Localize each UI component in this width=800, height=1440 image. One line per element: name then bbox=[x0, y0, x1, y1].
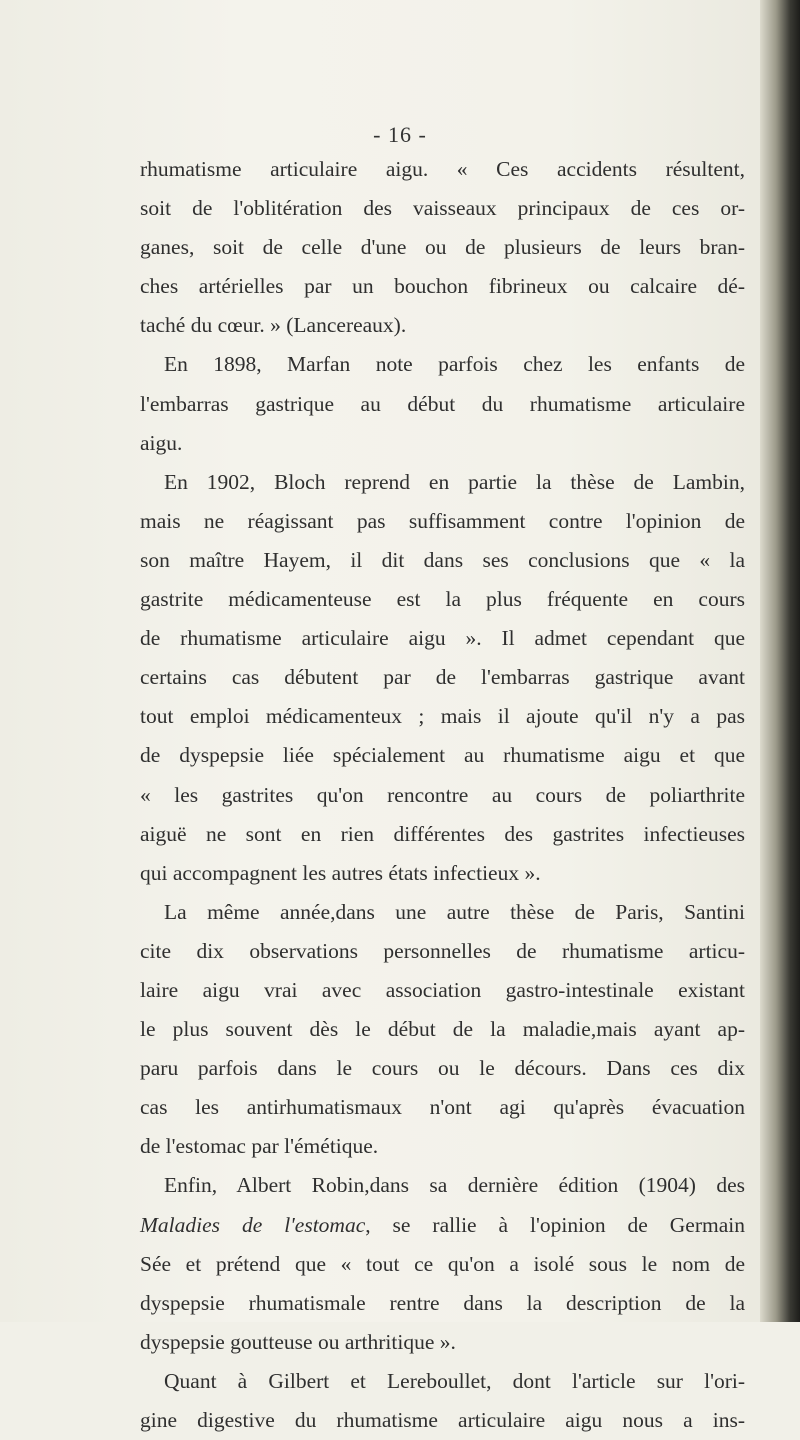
book-spine-shadow bbox=[760, 0, 800, 1322]
paragraph-start-line: Quant à Gilbert et Lereboullet, dont l'article sur l'ori- bbox=[164, 1368, 745, 1393]
paragraph-start-line: En 1902, Bloch reprend en partie la thèse de Lambin, bbox=[164, 469, 745, 494]
text-line: qui accompagnent les autres états infectieux ». bbox=[140, 860, 541, 885]
text-line: tout emploi médicamenteux ; mais il ajoute qu'il n'y a pas bbox=[140, 704, 745, 729]
text-line: mais ne réagissant pas suffisamment contre l'opinion de bbox=[140, 508, 745, 533]
text-line: l'embarras gastrique au début du rhumatisme articulaire bbox=[140, 391, 745, 416]
paragraph-start-line: Enfin, Albert Robin,dans sa dernière édition (1904) des bbox=[164, 1173, 745, 1198]
text-line: rhumatisme articulaire aigu. « Ces accidents résultent, bbox=[140, 157, 745, 181]
text-line: dyspepsie rhumatismale rentre dans la description de la bbox=[140, 1290, 745, 1315]
text-line: « les gastrites qu'on rencontre au cours de poliarthrite bbox=[140, 782, 745, 807]
text-line: aiguë ne sont en rien différentes des gastrites infectieuses bbox=[140, 821, 745, 846]
text-line: cite dix observations personnelles de rhumatisme articu- bbox=[140, 938, 745, 963]
paragraph-start-line: En 1898, Marfan note parfois chez les enfants de bbox=[164, 352, 745, 377]
text-line: soit de l'oblitération des vaisseaux principaux de ces or- bbox=[140, 196, 745, 221]
text-line: taché du cœur. » (Lancereaux). bbox=[140, 313, 407, 338]
text-line: le plus souvent dès le début de la maladie,mais ayant ap- bbox=[140, 1017, 745, 1042]
text-line: dyspepsie goutteuse ou arthritique ». bbox=[140, 1329, 456, 1354]
text-line: ches artérielles par un bouchon fibrineux ou calcaire dé- bbox=[140, 274, 745, 299]
text-line: gine digestive du rhumatisme articulaire aigu nous a ins- bbox=[140, 1408, 745, 1432]
text-line: laire aigu vrai avec association gastro-intestinale existant bbox=[140, 977, 745, 1002]
text-line-with-title bbox=[140, 1206, 745, 1245]
book-title: Maladies de l'estomac bbox=[140, 1212, 366, 1237]
text-line: aigu. bbox=[140, 430, 183, 455]
text-line: ganes, soit de celle d'une ou de plusieurs de leurs bran- bbox=[140, 235, 745, 260]
text-line: Sée et prétend que « tout ce qu'on a isolé sous le nom de bbox=[140, 1251, 745, 1276]
text-line: de dyspepsie liée spécialement au rhumatisme aigu et que bbox=[140, 743, 745, 768]
text-fragment: , se rallie à l'opinion de Germain bbox=[365, 1212, 745, 1237]
text-line: de l'estomac par l'émétique. bbox=[140, 1134, 379, 1159]
text-line: son maître Hayem, il dit dans ses conclusions que « la bbox=[140, 547, 745, 572]
body-text bbox=[140, 150, 745, 1440]
text-line: paru parfois dans le cours ou le décours. Dans ces dix bbox=[140, 1056, 745, 1081]
text-line: certains cas débutent par de l'embarras gastrique avant bbox=[140, 665, 745, 690]
page-number: - 16 - bbox=[373, 122, 427, 147]
text-line: gastrite médicamenteuse est la plus fréquente en cours bbox=[140, 587, 745, 612]
text-line: de rhumatisme articulaire aigu ». Il admet cependant que bbox=[140, 626, 745, 651]
paragraph-start-line: La même année,dans une autre thèse de Paris, Santini bbox=[164, 899, 745, 924]
text-line: cas les antirhumatismaux n'ont agi qu'après évacuation bbox=[140, 1095, 745, 1120]
